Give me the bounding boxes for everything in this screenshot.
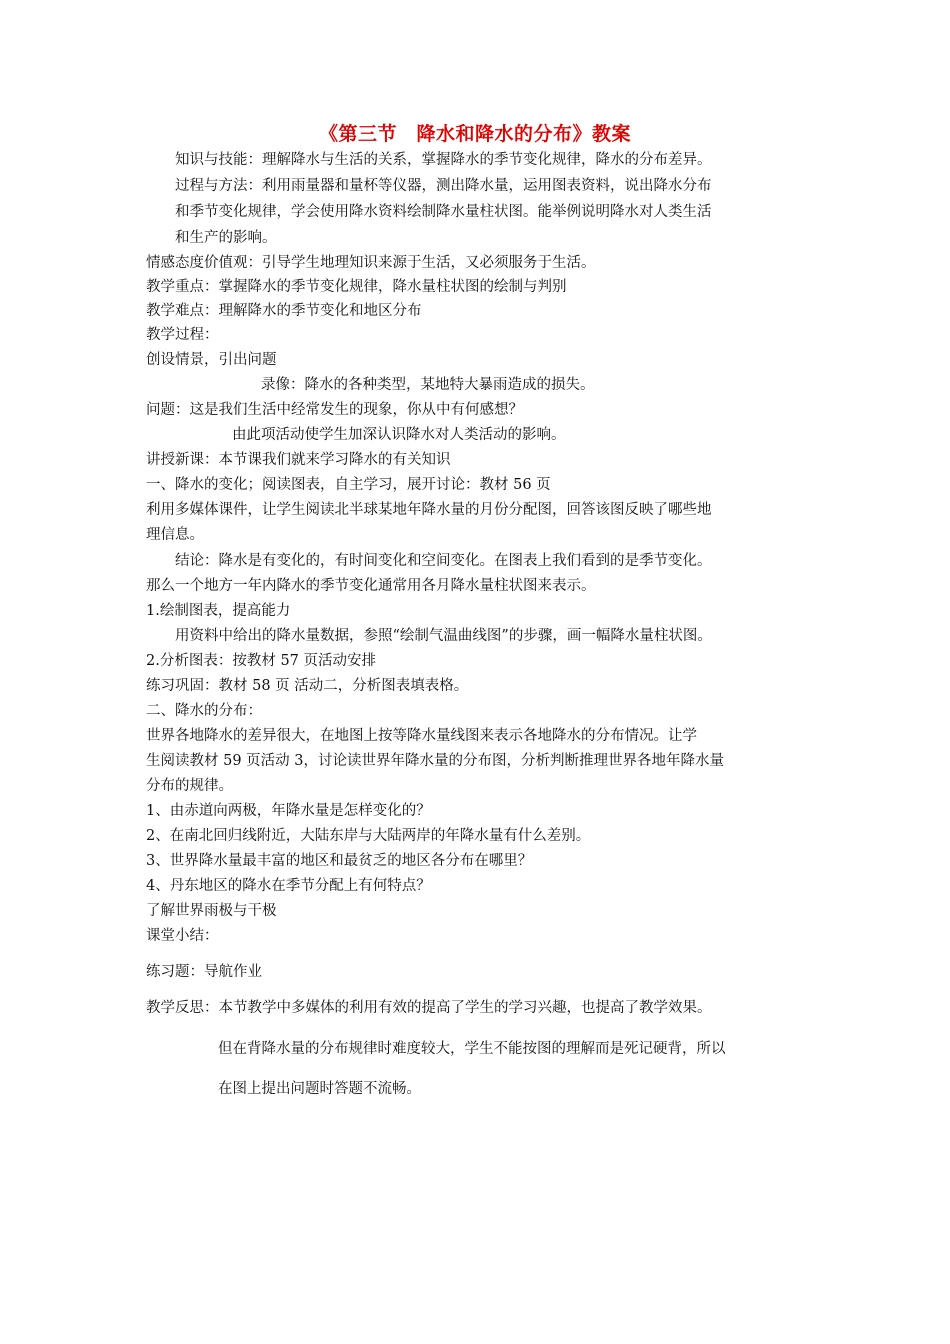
step-one-heading: 1.绘制图表，提高能力 xyxy=(146,603,291,619)
video-note: 录像：降水的各种类型，某地特大暴雨造成的损失。 xyxy=(261,377,595,393)
reflection-text: 教学反思：本节教学中多媒体的利用有效的提高了学生的学习兴趣，也提高了教学效果。 xyxy=(146,1000,712,1016)
practice-note: 练习巩固：教材 58 页 活动二，分析图表填表格。 xyxy=(146,678,469,694)
teaching-key-point: 教学重点：掌握降水的季节变化规律，降水量柱状图的绘制与判别 xyxy=(146,279,567,295)
teaching-difficulty: 教学难点：理解降水的季节变化和地区分布 xyxy=(146,303,422,319)
new-lesson-intro: 讲授新课：本节课我们就来学习降水的有关知识 xyxy=(146,452,451,468)
step-two-heading: 2.分析图表：按教材 57 页活动安排 xyxy=(146,653,377,669)
question-two: 2、在南北回归线附近，大陆东岸与大陆两岸的年降水量有什么差别。 xyxy=(146,828,591,844)
objective-attitude: 情感态度价值观：引导学生地理知识来源于生活，又必须服务于生活。 xyxy=(146,255,596,271)
rain-pole-note: 了解世界雨极与干极 xyxy=(146,903,277,919)
question-note: 问题：这是我们生活中经常发生的现象，你从中有何感想？ xyxy=(146,402,523,418)
step-one-text: 用资料中给出的降水量数据，参照“绘制气温曲线图”的步骤，画一幅降水量柱状图。 xyxy=(175,628,712,644)
conclusion-text: 结论：降水是有变化的，有时间变化和空间变化。在图表上我们看到的是季节变化。 xyxy=(175,553,712,569)
section-two-text-cont-1: 生阅读教材 59 页活动 3，讨论读世界年降水量的分布图，分析判断推理世界各地年降水量 xyxy=(146,753,724,769)
document-title: 《第三节 降水和降水的分布》教案 xyxy=(318,123,631,145)
activity-effect-note: 由此项活动使学生加深认识降水对人类活动的影响。 xyxy=(232,427,566,443)
objective-knowledge: 知识与技能：理解降水与生活的关系，掌握降水的季节变化规律，降水的分布差异。 xyxy=(175,152,712,168)
objective-process-cont-1: 和季节变化规律，学会使用降水资料绘制降水量柱状图。能举例说明降水对人类生活 xyxy=(175,204,712,220)
teaching-process-heading: 教学过程： xyxy=(146,327,219,343)
reflection-text-cont-2: 在图上提出问题时答题不流畅。 xyxy=(218,1081,421,1097)
exercise-note: 练习题：导航作业 xyxy=(146,964,262,980)
section-two-text: 世界各地降水的差异很大，在地图上按等降水量线图来表示各地降水的分布情况。让学 xyxy=(146,728,697,744)
question-four: 4、丹东地区的降水在季节分配上有何特点？ xyxy=(146,878,431,894)
objective-process: 过程与方法：利用雨量器和量杯等仪器，测出降水量，运用图表资料，说出降水分布 xyxy=(175,178,712,194)
question-one: 1、由赤道向两极，年降水量是怎样变化的？ xyxy=(146,803,431,819)
objective-process-cont-2: 和生产的影响。 xyxy=(175,230,277,246)
section-two-heading: 二、降水的分布： xyxy=(146,703,262,719)
reflection-text-cont-1: 但在背降水量的分布规律时难度较大，学生不能按图的理解而是死记硬背，所以 xyxy=(218,1041,726,1057)
question-three: 3、世界降水量最丰富的地区和最贫乏的地区各分布在哪里？ xyxy=(146,853,533,869)
section-two-text-cont-2: 分布的规律。 xyxy=(146,778,233,794)
summary-heading: 课堂小结： xyxy=(146,928,219,944)
section-one-text-cont: 理信息。 xyxy=(146,527,204,543)
section-one-heading: 一、降水的变化；阅读图表，自主学习，展开讨论：教材 56 页 xyxy=(146,477,551,493)
conclusion-text-cont: 那么一个地方一年内降水的季节变化通常用各月降水量柱状图来表示。 xyxy=(146,578,596,594)
section-one-text: 利用多媒体课件，让学生阅读北半球某地年降水量的月份分配图，回答该图反映了哪些地 xyxy=(146,502,712,518)
scenario-heading: 创设情景，引出问题 xyxy=(146,352,277,368)
